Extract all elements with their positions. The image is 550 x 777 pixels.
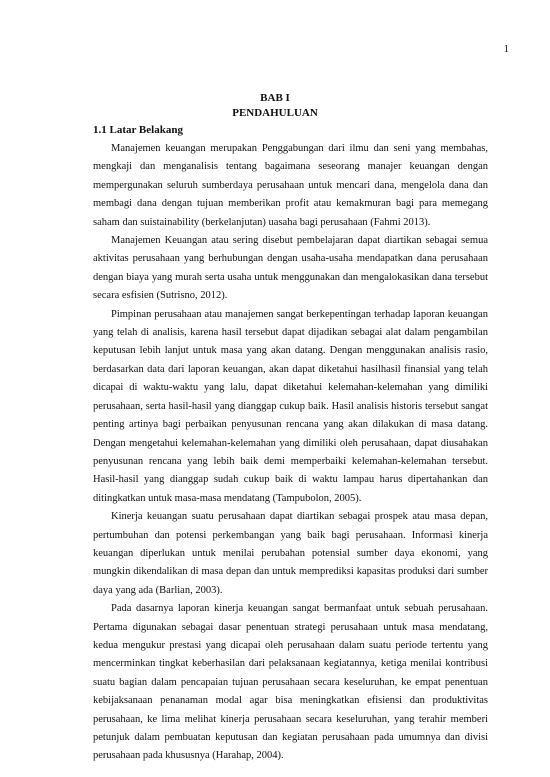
- body-text: [93, 140, 488, 766]
- chapter-number: BAB I: [260, 92, 290, 104]
- paragraph-4: Kinerja keuangan suatu perusahaan dapat diartikan sebagai prospek atau masa depan, pertumbuhan dan potensi perkembangan yang baik bagi perusahaan. Informasi kinerja keuangan diperlukan untuk menilai perubahan potensial sumber daya ekonomi, yang mungkin dikendalikan di masa depan dan untuk memprediksi kapasitas produksi dari sumber daya yang ada (Barlian, 2003).: [93, 511, 488, 596]
- paragraph-3: Pimpinan perusahaan atau manajemen sangat berkepentingan terhadap laporan keuangan yang telah di analisis, karena hasil tersebut dapat dijadikan sebagai alat dalam pengambilan keputusan lebih lanjut untuk masa yang akan datang. Dengan menggunakan analisis rasio, berdasarkan data dari laporan keuangan, akan dapat diketahui hasilhasil finansial yang telah dicapai di waktu-waktu yang lalu, dapat diketahui kelemahan-kelemahan yang dimiliki perusahaan, serta hasil-hasil yang dianggap cukup baik. Hasil analisis historis tersebut sangat penting artinya bagi perbaikan penyusunan rencana yang akan dilakukan di masa datang. Dengan mengetahui kelemahan-kelemahan yang dimiliki oleh perusahaan, dapat diusahakan penyusunan rencana yang lebih baik demi memperbaiki kelemahan-kelemahan tersebut. Hasil-hasil yang dianggap sudah cukup baik di waktu lampau harus dipertahankan dan ditingkatkan untuk masa-masa mendatang (Tampubolon, 2005).: [93, 308, 488, 504]
- paragraph-5: Pada dasarnya laporan kinerja keuangan sangat bermanfaat untuk sebuah perusahaan. Pertama digunakan sebagai dasar penentuan strategi perusahaan untuk masa mendatang, kedua mengukur prestasi yang dicapai oleh perusahaan dalam suatu periode tertentu yang mencerminkan tingkat keberhasilan dari pelaksanaan kegiatannya, ketiga menilai kontribusi suatu bagian dalam pencapaian tujuan perusahaan secara keseluruhan, ke empat penentuan kebijaksanaan penanaman modal agar bisa meningkatkan efisiensi dan produktivitas perusahaan, ke lima melihat kinerja perusahaan secara keseluruhan, yang terahir memberi petunjuk dalam pembuatan keputusan dan kegiatan perusahaan pada umumnya dan divisi perusahaan pada khususnya (Harahap, 2004).: [93, 603, 488, 762]
- section-heading: 1.1 Latar Belakang: [93, 124, 183, 136]
- page-number: 1: [503, 43, 509, 55]
- paragraph-1: Manajemen keuangan merupakan Penggabungan dari ilmu dan seni yang membahas, mengkaji dan menganalisis tentang bagaimana seseorang manajer keuangan dengan mempergunakan seluruh sumberdaya perusahaan untuk mencari dana, mengelola dana dan membagi dana dengan tujuan memberikan profit atau kemakmuran bagi para memegang saham dan suistainability (berkelanjutan) uasaha bagi perusahaan (Fahmi 2013).: [93, 143, 488, 228]
- chapter-title: PENDAHULUAN: [232, 107, 318, 119]
- paragraph-2: Manajemen Keuangan atau sering disebut pembelajaran dapat diartikan sebagai semua aktivitas perusahaan yang berhubungan dengan usaha-usaha mendapatkan dana perusahaan dengan biaya yang murah serta usaha untuk menggunakan dan mengalokasikan dana tersebut secara esfisien (Sutrisno, 2012).: [93, 235, 488, 302]
